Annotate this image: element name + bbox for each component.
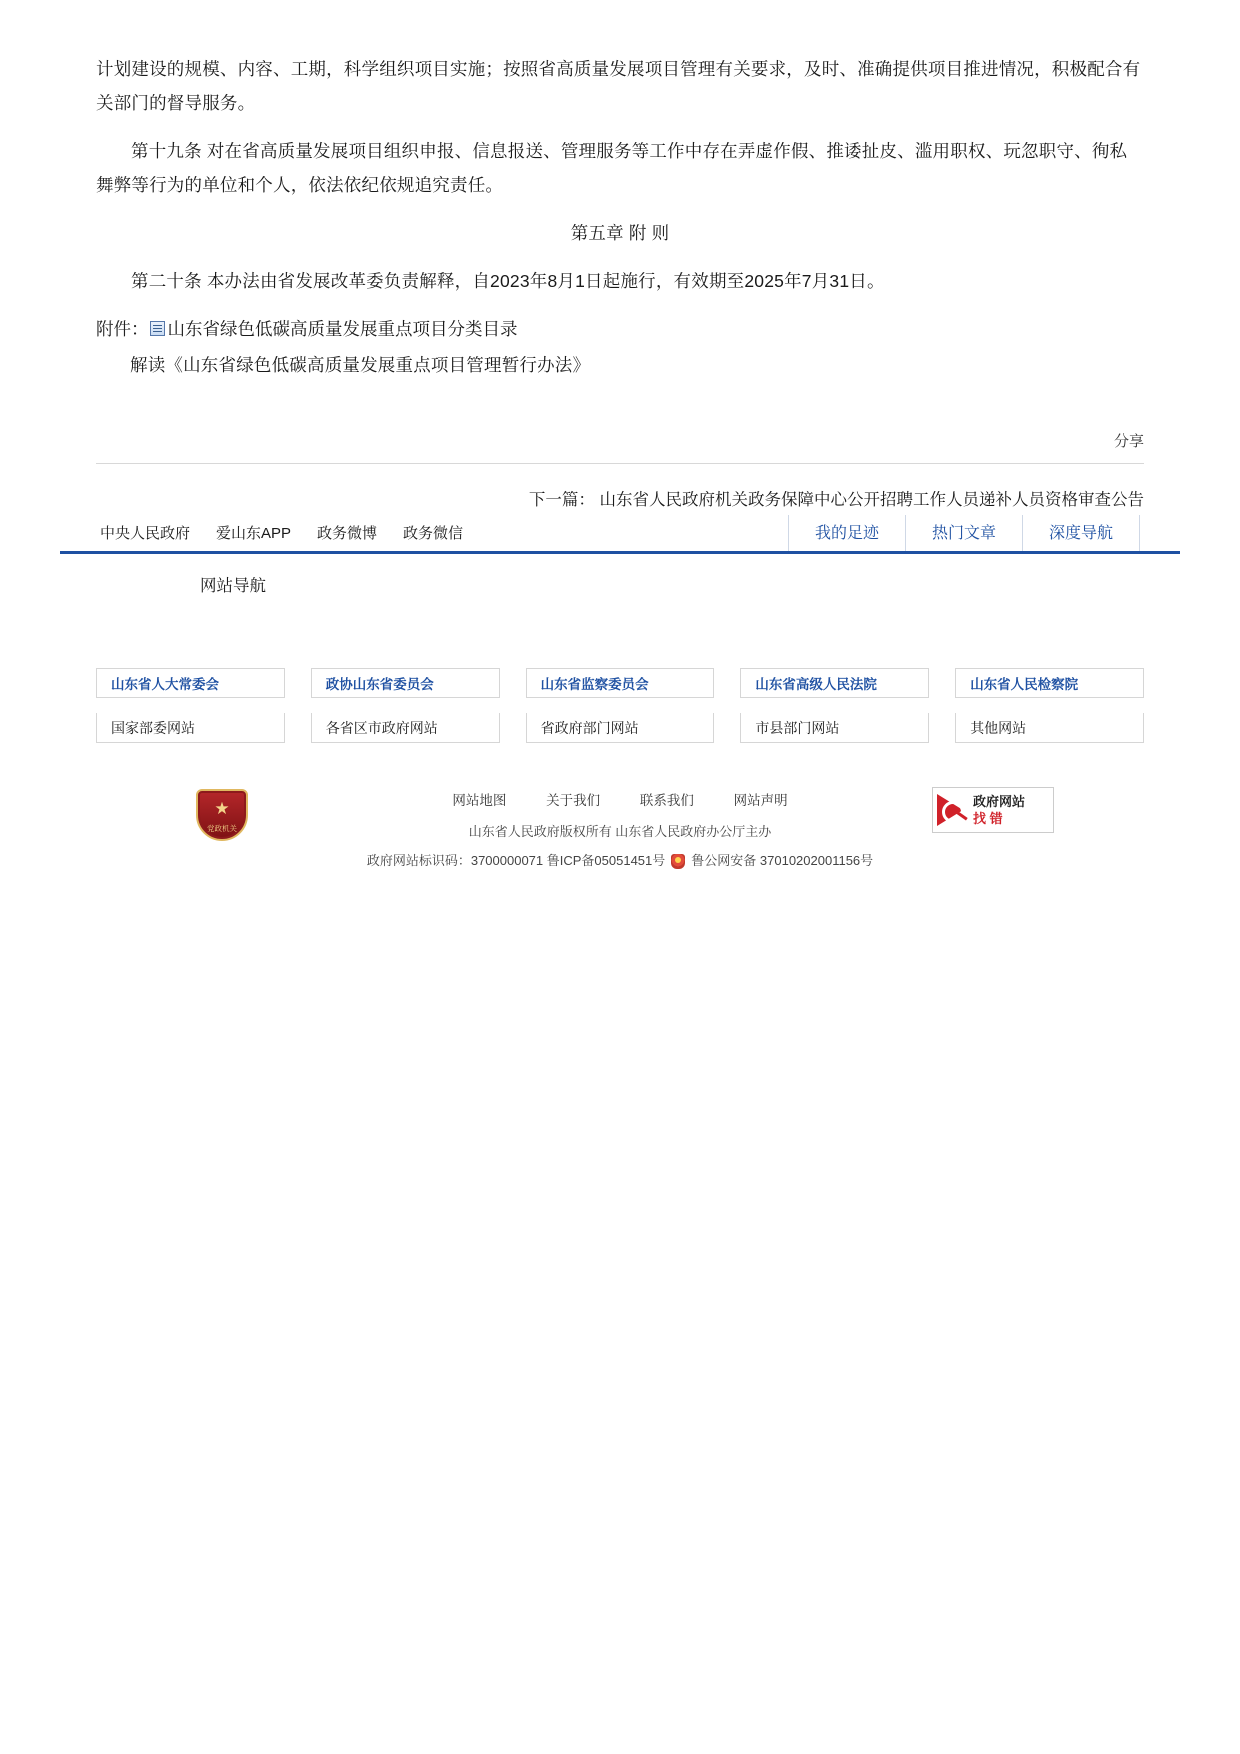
jiucuo-line2: 找 错 <box>973 811 1003 826</box>
magnifier-error-icon <box>933 790 973 830</box>
footer-identification <box>0 850 1240 869</box>
article-body <box>0 0 1240 382</box>
navbar-tabs <box>788 515 1140 551</box>
share-label[interactable]: 分享 <box>1113 433 1144 450</box>
next-article-link[interactable]: 山东省人民政府机关政务保障中心公开招聘工作人员递补人员资格审查公告 <box>599 491 1144 509</box>
article-paragraph: 计划建设的规模、内容、工期，科学组织项目实施；按照省高质量发展项目管理有关要求，及时、准确提供项目推进情况，积极配合有关部门的督导服务。 <box>96 59 1141 113</box>
share-row <box>0 430 1240 451</box>
footer <box>0 787 1240 897</box>
link-box-provincial-departments[interactable]: 省政府部门网站 <box>526 713 715 743</box>
nav-link-central-gov[interactable]: 中央人民政府 <box>100 525 191 542</box>
jiucuo-text <box>973 793 1025 827</box>
interpretation-row <box>130 348 1144 382</box>
gov-seal-badge-icon[interactable] <box>196 789 248 851</box>
attachment-file-icon <box>150 321 165 336</box>
footer-link-sitemap[interactable]: 网站地图 <box>452 793 507 808</box>
footer-police-record[interactable]: 鲁公网安备 37010202001156号 <box>691 853 874 868</box>
footer-id-code: 政府网站标识码：3700000071 鲁ICP备05051451号 <box>366 853 666 868</box>
link-box-peoples-procuratorate[interactable]: 山东省人民检察院 <box>955 668 1144 698</box>
nav-link-aishandong-app[interactable]: 爱山东APP <box>216 525 292 542</box>
tab-deep-navigation[interactable]: 深度导航 <box>1022 515 1140 551</box>
link-box-supervisory-commission[interactable]: 山东省监察委员会 <box>526 668 715 698</box>
footer-link-contact-us[interactable]: 联系我们 <box>639 793 694 808</box>
next-article-label: 下一篇： <box>528 491 595 509</box>
article-paragraph: 第十九条 对在省高质量发展项目组织申报、信息报送、管理服务等工作中存在弄虚作假、推诿扯皮、滥用职权、玩忽职守、徇私舞弊等行为的单位和个人，依法依纪依规追究责任。 <box>96 141 1128 195</box>
tab-hot-articles[interactable]: 热门文章 <box>905 515 1022 551</box>
link-box-city-county-departments[interactable]: 市县部门网站 <box>740 713 929 743</box>
link-box-other-sites[interactable]: 其他网站 <box>955 713 1144 743</box>
attachment-row <box>96 312 1144 346</box>
tab-my-footprint[interactable]: 我的足迹 <box>788 515 905 551</box>
attachment-link[interactable]: 山东省绿色低碳高质量发展重点项目分类目录 <box>167 319 518 339</box>
nav-link-wechat[interactable]: 政务微信 <box>403 525 464 542</box>
link-box-national-ministries[interactable]: 国家部委网站 <box>96 713 285 743</box>
gov-emblem-icon: ★ <box>214 799 230 819</box>
link-box-cppcc-shandong[interactable]: 政协山东省委员会 <box>311 668 500 698</box>
footer-link-about-us[interactable]: 关于我们 <box>546 793 601 808</box>
nav-link-weibo[interactable]: 政务微博 <box>317 525 378 542</box>
footer-link-row <box>0 787 1240 809</box>
footer-link-statement[interactable]: 网站声明 <box>733 793 788 808</box>
gov-website-error-report-widget[interactable] <box>932 787 1054 833</box>
next-article-row <box>0 464 1240 510</box>
site-nav-link-grid <box>96 668 1144 743</box>
site-nav-title: 网站导航 <box>200 577 266 595</box>
gov-seal-shield <box>196 789 248 841</box>
navbar-left-links <box>100 522 463 551</box>
police-badge-icon <box>671 854 685 869</box>
gov-seal-text: 党政机关 <box>207 824 237 833</box>
link-box-provincial-peoples-congress[interactable]: 山东省人大常委会 <box>96 668 285 698</box>
link-box-provincial-gov-sites[interactable]: 各省区市政府网站 <box>311 713 500 743</box>
chapter-heading: 第五章 附 则 <box>570 223 670 243</box>
link-box-high-peoples-court[interactable]: 山东省高级人民法院 <box>740 668 929 698</box>
footer-copyright: 山东省人民政府版权所有 山东省人民政府办公厅主办 <box>468 824 772 839</box>
interpretation-link[interactable]: 解读《山东省绿色低碳高质量发展重点项目管理暂行办法》 <box>130 355 591 375</box>
attachment-label: 附件： <box>96 319 149 339</box>
bottom-navbar <box>60 518 1180 554</box>
jiucuo-line1: 政府网站 <box>973 794 1026 809</box>
article-paragraph: 第二十条 本办法由省发展改革委负责解释，自2023年8月1日起施行，有效期至2025年7月31日。 <box>131 271 885 291</box>
